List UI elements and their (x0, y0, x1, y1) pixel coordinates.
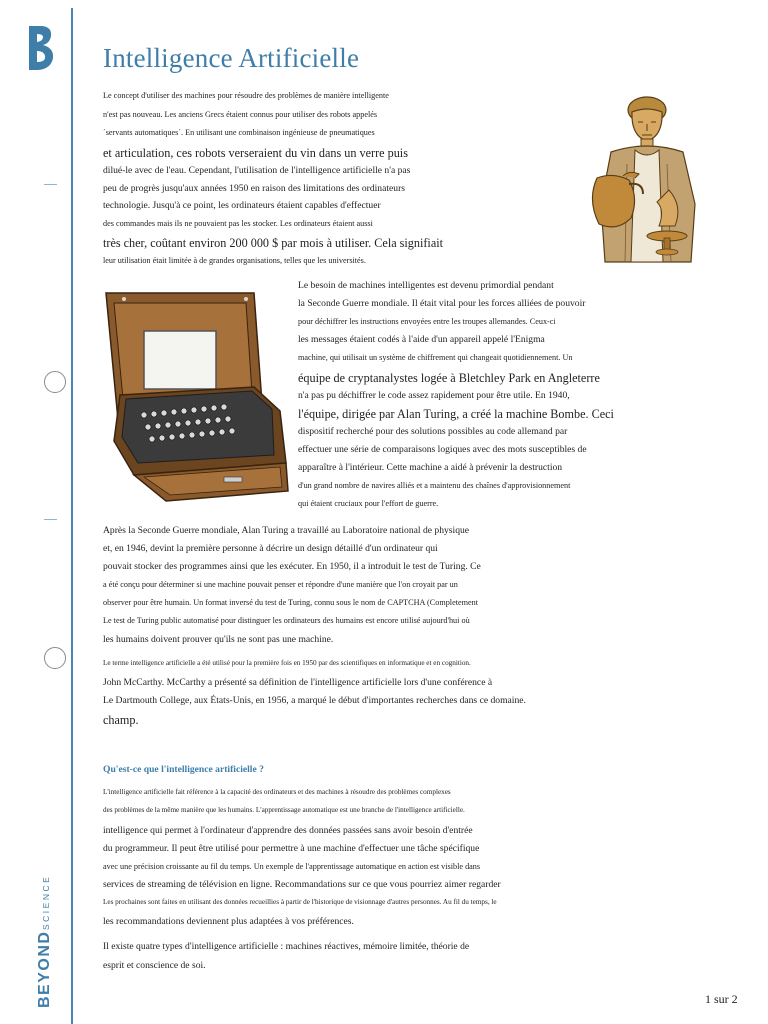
text-line: champ. (103, 713, 139, 727)
text-line: Le besoin de machines intelligentes est devenu primordial pendant (298, 280, 554, 291)
beyond-logo-icon (26, 24, 56, 72)
brand-word-science: SCIENCE (41, 874, 51, 930)
text-line: l'équipe, dirigée par Alan Turing, a créé la machine Bombe. Ceci (298, 407, 614, 421)
text-line: Le test de Turing public automatisé pour distinguer les ordinateurs des humains est encore utilisé aujourd'hui où (103, 616, 470, 625)
text-line: ´servants automatiques´. En utilisant une combinaison ingénieuse de pneumatiques (103, 128, 375, 137)
text-line: peu de progrès jusqu'aux années 1950 en raison des limitations des ordinateurs (103, 183, 405, 194)
text-line: machine, qui utilisait un système de chiffrement qui changeait quotidiennement. Un (298, 353, 573, 362)
text-line: n'a pas pu déchiffrer le code assez rapidement pour être utile. En 1940, (298, 390, 570, 401)
text-line: avec une précision croissante au fil du temps. Un exemple de l'apprentissage automatique en action est visible dans (103, 862, 481, 871)
text-line: esprit et conscience de soi. (103, 960, 206, 971)
text-line: équipe de cryptanalystes logée à Bletchley Park en Angleterre (298, 371, 600, 385)
text-line: effectuer une série de comparaisons logiques avec des mots susceptibles de (298, 444, 587, 455)
margin-tick (44, 519, 57, 520)
text-line: des commandes mais ils ne pouvaient pas les stocker. Les ordinateurs étaient aussi (103, 219, 373, 228)
brand-vertical (22, 850, 62, 1010)
text-line: pour déchiffrer les instructions envoyées entre les troupes allemandes. Ceux-ci (298, 317, 556, 326)
text-line: du programmeur. Il peut être utilisé pour permettre à une machine d'effectuer une tâche spécifique (103, 843, 480, 854)
text-line: services de streaming de télévision en ligne. Recommandations sur ce que vous pourriez aimer regarder (103, 879, 501, 890)
margin-rule (71, 8, 73, 1024)
binder-hole (44, 647, 66, 669)
text-line: Le concept d'utiliser des machines pour résoudre des problèmes de manière intelligente (103, 91, 389, 100)
text-line: Il existe quatre types d'intelligence artificielle : machines réactives, mémoire limitée, théorie de (103, 941, 470, 952)
text-line: les messages étaient codés à l'aide d'un appareil appelé l'Enigma (298, 334, 545, 345)
section-heading: Qu'est-ce que l'intelligence artificielle ? (103, 764, 264, 775)
page-number: 1 sur 2 (705, 992, 738, 1006)
text-line: dilué-le avec de l'eau. Cependant, l'utilisation de l'intelligence artificielle n'a pas (103, 165, 411, 176)
text-line: Après la Seconde Guerre mondiale, Alan Turing a travaillé au Laboratoire national de physique (103, 525, 470, 536)
statue-illustration (583, 94, 715, 265)
text-line: Les prochaines sont faites en utilisant des données recueillies à partir de l'historique de visionnage d'autres personnes. Au fil du temps, le (103, 898, 497, 906)
enigma-machine-illustration (104, 291, 289, 502)
text-line: qui étaient cruciaux pour l'effort de guerre. (298, 499, 439, 508)
text-line: et, en 1946, devint la première personne à décrire un design détaillé d'un ordinateur qui (103, 543, 438, 554)
text-line: L'intelligence artificielle fait référence à la capacité des ordinateurs et des machines à résoudre des problèmes complexes (103, 788, 451, 796)
text-line: pouvait stocker des programmes ainsi que les exécuter. En 1950, il a introduit le test de Turing. Ce (103, 561, 481, 572)
text-line: d'un grand nombre de navires alliés et a maintenu des chaînes d'approvisionnement (298, 481, 571, 490)
margin-tick (44, 184, 57, 185)
text-line: les recommandations deviennent plus adaptées à vos préférences. (103, 916, 354, 927)
text-line: John McCarthy. McCarthy a présenté sa définition de l'intelligence artificielle lors d'une conférence à (103, 677, 493, 688)
text-line: des problèmes de la même manière que les humains. L'apprentissage automatique est une branche de l'intelligence artificielle. (103, 806, 465, 814)
text-line: a été conçu pour déterminer si une machine pouvait penser et répondre d'une manière que l'on croyait par un (103, 580, 458, 589)
text-line: la Seconde Guerre mondiale. Il était vital pour les forces alliées de pouvoir (298, 298, 586, 309)
text-line: leur utilisation était limitée à de grandes organisations, telles que les universités. (103, 256, 366, 265)
text-line: technologie. Jusqu'à ce point, les ordinateurs étaient capables d'effectuer (103, 200, 381, 211)
page-title: Intelligence Artificielle (103, 43, 360, 73)
brand-word-beyond: BEYOND (36, 930, 53, 1008)
text-line: et articulation, ces robots verseraient du vin dans un verre puis (103, 146, 408, 160)
text-line: observer pour être humain. Un format inversé du test de Turing, connu sous le nom de CAPTCHA (Completement (103, 598, 478, 607)
text-line: intelligence qui permet à l'ordinateur d'apprendre des données passées sans avoir besoin d'entrée (103, 825, 473, 836)
text-line: très cher, coûtant environ 200 000 $ par mois à utiliser. Cela signifiait (103, 236, 444, 250)
text-line: Le Dartmouth College, aux États-Unis, en 1956, a marqué le début d'importantes recherches dans ce domaine. (103, 695, 526, 706)
text-line: apparaître à l'intérieur. Cette machine a aidé à prévenir la destruction (298, 462, 563, 473)
text-line: les humains doivent prouver qu'ils ne sont pas une machine. (103, 634, 334, 645)
text-line: dispositif recherché pour des solutions possibles au code allemand par (298, 426, 568, 437)
text-line: n'est pas nouveau. Les anciens Grecs étaient connus pour utiliser des robots appelés (103, 110, 378, 119)
binder-hole (44, 371, 66, 393)
text-line: Le terme intelligence artificielle a été utilisé pour la première fois en 1950 par des scientifiques en informatique et en cognition. (103, 659, 471, 667)
